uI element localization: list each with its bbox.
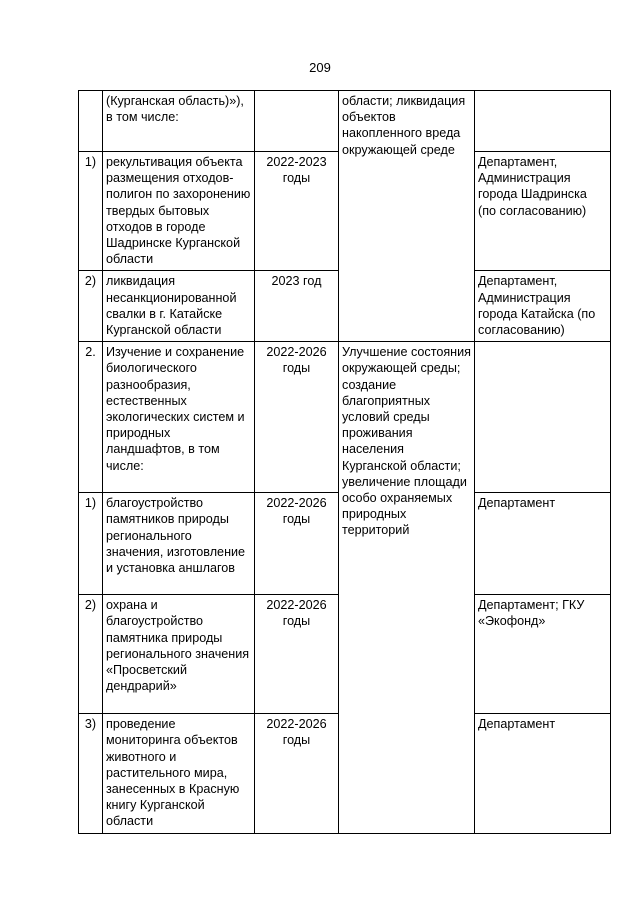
page-number: 209 [309,60,331,75]
responsible-party: Департамент; ГКУ «Экофонд» [475,595,611,714]
row-number: 2) [79,595,103,714]
activity-period: 2022-2026 годы [255,714,339,833]
responsible-party [475,342,611,493]
activity-name: ликвидация несанкционированной свалки в г. Катайске Курганской области [103,271,255,342]
responsible-party: Департамент [475,714,611,833]
responsible-party: Департамент, Администрация города Катайска (по согласованию) [475,271,611,342]
activity-period: 2023 год [255,271,339,342]
row-number: 1) [79,493,103,595]
activity-name: проведение мониторинга объектов животного и растительного мира, занесенных в Красную книгу Курганской области [103,714,255,833]
row-number: 1) [79,152,103,271]
activity-name: рекультивация объекта размещения отходов-полигон по захоронению твердых бытовых отходов в городе Шадринске Курганской области [103,152,255,271]
row-number: 3) [79,714,103,833]
activity-period: 2022-2026 годы [255,595,339,714]
row-number: 2) [79,271,103,342]
table-row [79,91,611,152]
activity-name: Изучение и сохранение биологического разнообразия, естественных экологических систем и природных ландшафтов, в том числе: [103,342,255,493]
activities-table [78,90,611,834]
activity-period: 2022-2023 годы [255,152,339,271]
table-row [79,342,611,493]
expected-result: Улучшение состояния окружающей среды; создание благоприятных условий среды проживания населения Курганской области; увеличение площади особо охраняемых природных территорий [339,342,475,833]
activity-period [255,91,339,152]
responsible-party [475,91,611,152]
row-number [79,91,103,152]
activity-name: благоустройство памятников природы регионального значения, изготовление и установка аншлагов [103,493,255,595]
activity-name: (Курганская область)»), в том числе: [103,91,255,152]
activity-period: 2022-2026 годы [255,342,339,493]
responsible-party: Департамент [475,493,611,595]
activity-period: 2022-2026 годы [255,493,339,595]
expected-result: области; ликвидация объектов накопленного вреда окружающей среде [339,91,475,342]
activity-name: охрана и благоустройство памятника природы регионального значения «Просветский дендрарий» [103,595,255,714]
responsible-party: Департамент, Администрация города Шадринска (по согласованию) [475,152,611,271]
row-number: 2. [79,342,103,493]
